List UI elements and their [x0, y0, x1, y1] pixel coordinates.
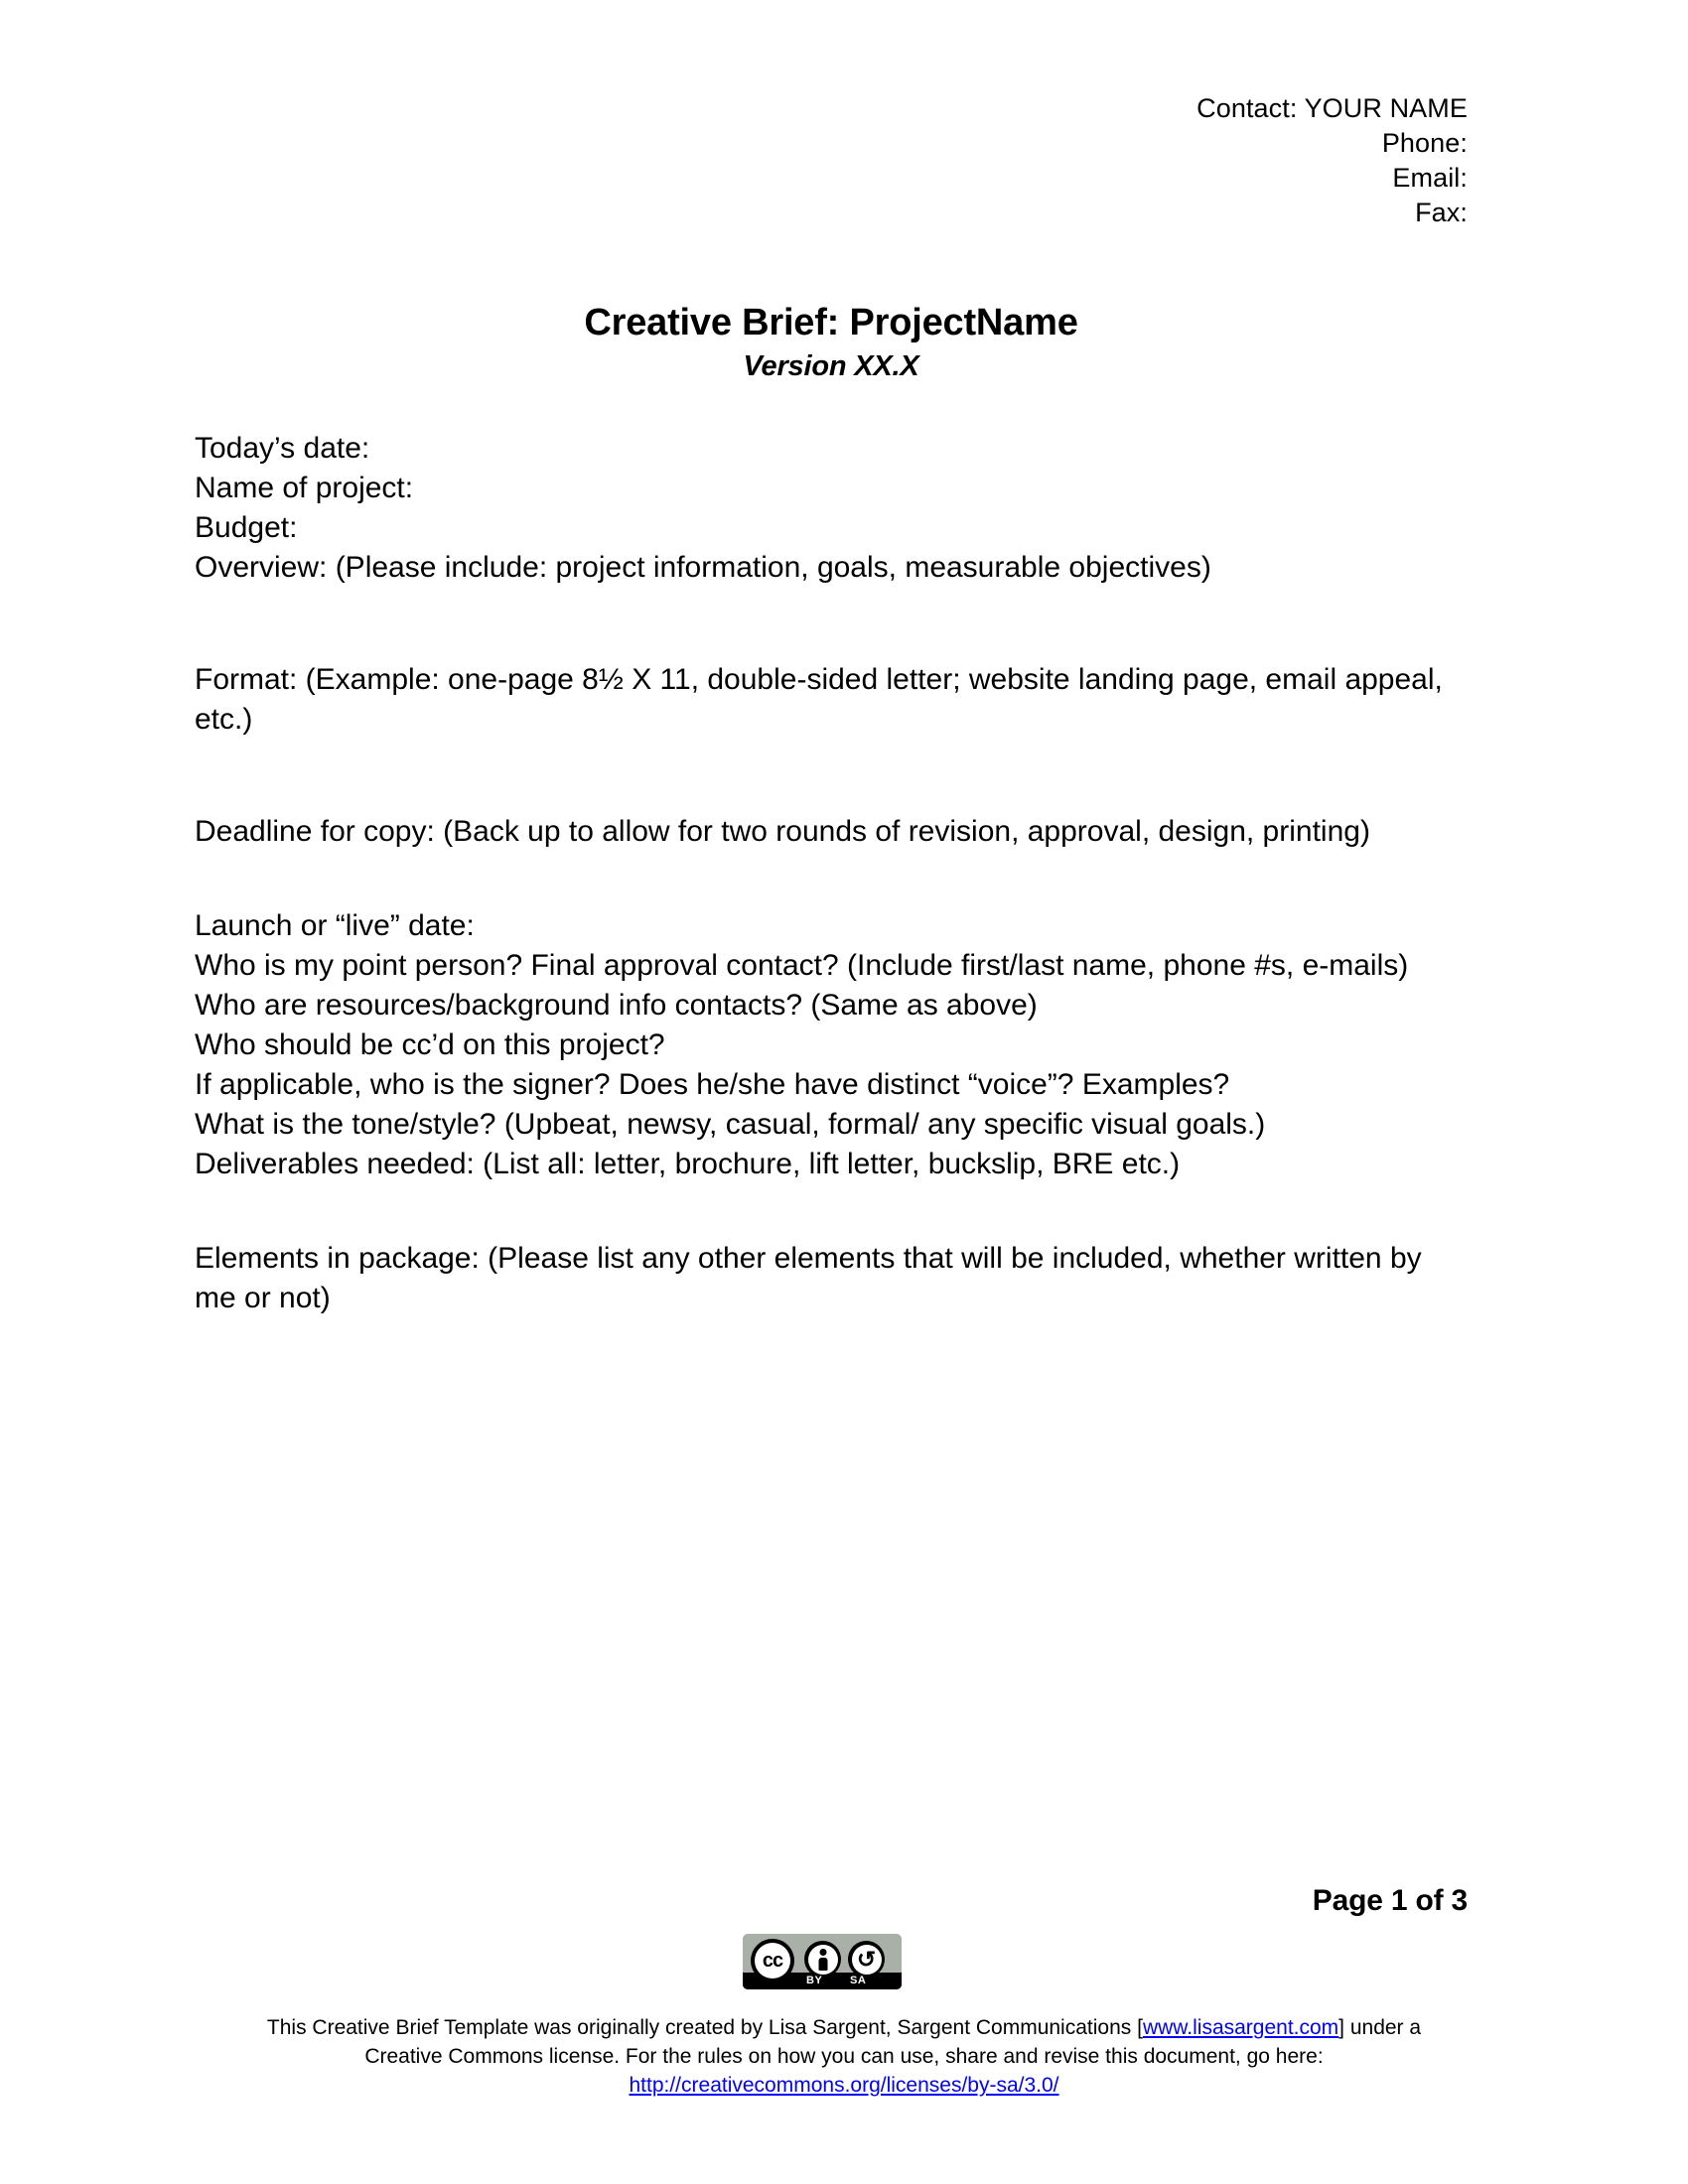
- contact-fax-line: Fax:: [1415, 198, 1468, 227]
- footer-credit-line-1: [195, 2013, 1493, 2042]
- creative-commons-license-link[interactable]: http://creativecommons.org/licenses/by-sa/3.0/: [629, 2074, 1059, 2097]
- contact-header: [1196, 91, 1468, 230]
- footer-credit-line-2: Creative Commons license. For the rules on how you can use, share and revise this document, go here:: [364, 2045, 1324, 2068]
- footer-credit: [195, 2013, 1493, 2100]
- contact-name-line: Contact: YOUR NAME: [1196, 93, 1468, 123]
- page-number: Page 1 of 3: [1312, 1884, 1468, 1917]
- footer-credit-line-3: [195, 2071, 1493, 2100]
- circular-arrow-glyph: ↺: [856, 1946, 877, 1972]
- field-launch-date: Launch or “live” date:: [195, 909, 475, 942]
- field-resources: Who are resources/background info contacts? (Same as above): [195, 989, 1038, 1022]
- field-elements-in-package: Elements in package: (Please list any other elements that will be included, whether written by me or not): [195, 1242, 1422, 1314]
- contact-email-line: Email:: [1392, 163, 1468, 193]
- person-body-shape: [818, 1958, 827, 1971]
- cc-mark-text: cc: [755, 1943, 790, 1979]
- credit-text-part1: This Creative Brief Template was originally created by Lisa Sargent, Sargent Communications [: [266, 2016, 1143, 2039]
- contact-phone-line: Phone:: [1381, 128, 1468, 158]
- document-body: [195, 429, 1454, 1318]
- person-glyph: [808, 1945, 838, 1975]
- badge-label-sa: SA: [850, 1975, 867, 1986]
- person-head-shape: [819, 1949, 826, 1956]
- field-todays-date: Today’s date:: [195, 432, 370, 465]
- title-block: [195, 300, 1468, 385]
- field-tone-style: What is the tone/style? (Upbeat, newsy, casual, formal/ any specific visual goals.): [195, 1108, 1266, 1141]
- field-deadline: Deadline for copy: (Back up to allow for two rounds of revision, approval, design, printing): [195, 815, 1370, 848]
- lisasargent-link[interactable]: www.lisasargent.com: [1142, 2016, 1339, 2039]
- share-alike-glyph-wrap: [852, 1945, 882, 1975]
- page-title: Creative Brief: ProjectName: [584, 302, 1078, 343]
- badge-label-by: BY: [806, 1975, 823, 1986]
- field-name-of-project: Name of project:: [195, 472, 414, 504]
- field-deliverables: Deliverables needed: (List all: letter, brochure, lift letter, buckslip, BRE etc.): [195, 1148, 1181, 1180]
- credit-text-part2: ] under a: [1338, 2016, 1422, 2039]
- document-version: Version XX.X: [743, 350, 919, 382]
- badge-labels: [743, 1973, 902, 1989]
- creative-commons-badge: [743, 1934, 902, 1989]
- field-signer: If applicable, who is the signer? Does he/she have distinct “voice”? Examples?: [195, 1068, 1230, 1101]
- field-ccd: Who should be cc’d on this project?: [195, 1028, 665, 1061]
- field-format: Format: (Example: one-page 8½ X 11, double-sided letter; website landing page, email appeal, etc.): [195, 663, 1443, 736]
- field-overview: Overview: (Please include: project information, goals, measurable objectives): [195, 551, 1211, 584]
- field-budget: Budget:: [195, 511, 298, 544]
- field-point-person: Who is my point person? Final approval contact? (Include first/last name, phone #s, e-mails): [195, 949, 1409, 982]
